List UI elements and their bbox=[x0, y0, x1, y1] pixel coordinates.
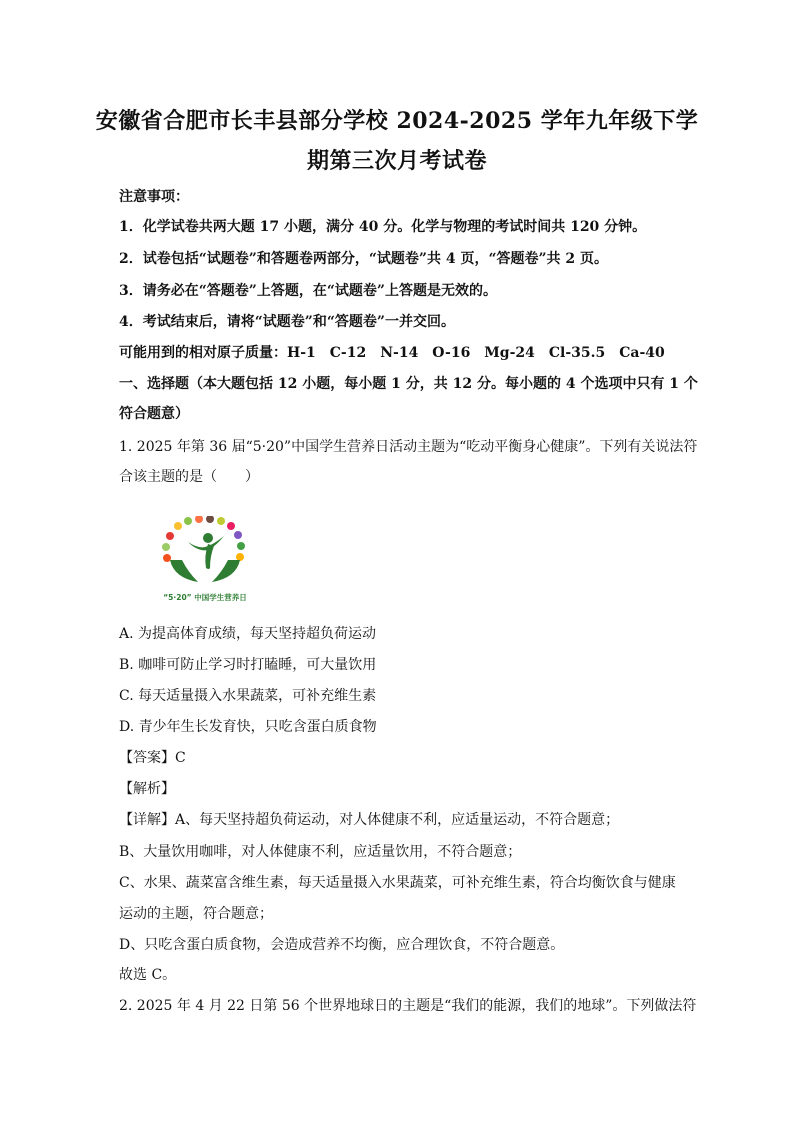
question-2-stem-line1: 2. 2025 年 4 月 22 日第 56 个世界地球日的主题是“我们的能源，我们的地球”。下列做法符 bbox=[119, 998, 697, 1014]
notice-item-2: 2．试卷包括“试题卷”和答题卷两部分，“试题卷”共 4 页，“答题卷”共 2 页。 bbox=[119, 251, 609, 267]
nutrition-day-logo bbox=[158, 516, 258, 606]
detail-line-4: 运动的主题，符合题意； bbox=[119, 906, 273, 922]
option-b: B. 咖啡可防止学习时打瞌睡，可大量饮用 bbox=[119, 657, 377, 673]
atomic-mass-line: 可能用到的相对原子质量：H-1 C-12 N-14 O-16 Mg-24 Cl-35.5 Ca-40 bbox=[119, 345, 665, 361]
notice-item-1: 1．化学试卷共两大题 17 小题，满分 40 分。化学与物理的考试时间共 120 分钟。 bbox=[119, 219, 647, 235]
option-a: A. 为提高体育成绩，每天坚持超负荷运动 bbox=[119, 626, 377, 642]
analysis-label: 【解析】 bbox=[119, 781, 175, 797]
section-heading-line1: 一、选择题（本大题包括 12 小题，每小题 1 分，共 12 分。每小题的 4 个选项中只有 1 个 bbox=[119, 376, 698, 392]
detail-line-3: C、水果、蔬菜富含维生素，每天适量摄入水果蔬菜，可补充维生素，符合均衡饮食与健康 bbox=[119, 875, 676, 891]
question-1-stem-line2: 合该主题的是（ ） bbox=[119, 469, 259, 485]
option-d: D. 青少年生长发育快，只吃含蛋白质食物 bbox=[119, 719, 377, 735]
page-title-line2: 期第三次月考试卷 bbox=[306, 148, 487, 174]
answer-label: 【答案】C bbox=[119, 750, 186, 766]
page-title-line1: 安徽省合肥市长丰县部分学校 2024-2025 学年九年级下学 bbox=[95, 108, 699, 134]
option-c: C. 每天适量摄入水果蔬菜，可补充维生素 bbox=[119, 688, 377, 704]
detail-line-2: B、大量饮用咖啡，对人体健康不利，应适量饮用，不符合题意； bbox=[119, 844, 522, 860]
detail-line-5: D、只吃含蛋白质食物，会造成营养不均衡，应合理饮食，不符合题意。 bbox=[119, 937, 565, 953]
notice-item-3: 3．请务必在“答题卷”上答题，在“试题卷”上答题是无效的。 bbox=[119, 283, 497, 299]
running-figure-icon bbox=[188, 533, 224, 569]
notice-item-4: 4．考试结束后，请将“试题卷”和“答题卷”一并交回。 bbox=[119, 314, 455, 330]
question-1-stem-line1: 1. 2025 年第 36 届“5·20”中国学生营养日活动主题为“吃动平衡身心健康”。下列有关说法符 bbox=[119, 439, 698, 455]
logo-caption: “5·20” 中国学生营养日 bbox=[163, 593, 247, 602]
detail-line-1: 【详解】A、每天坚持超负荷运动，对人体健康不利，应适量运动，不符合题意； bbox=[119, 812, 620, 828]
detail-line-6: 故选 C。 bbox=[119, 967, 177, 983]
section-heading-line2: 符合题意） bbox=[119, 406, 189, 422]
notice-heading: 注意事项： bbox=[119, 189, 189, 205]
